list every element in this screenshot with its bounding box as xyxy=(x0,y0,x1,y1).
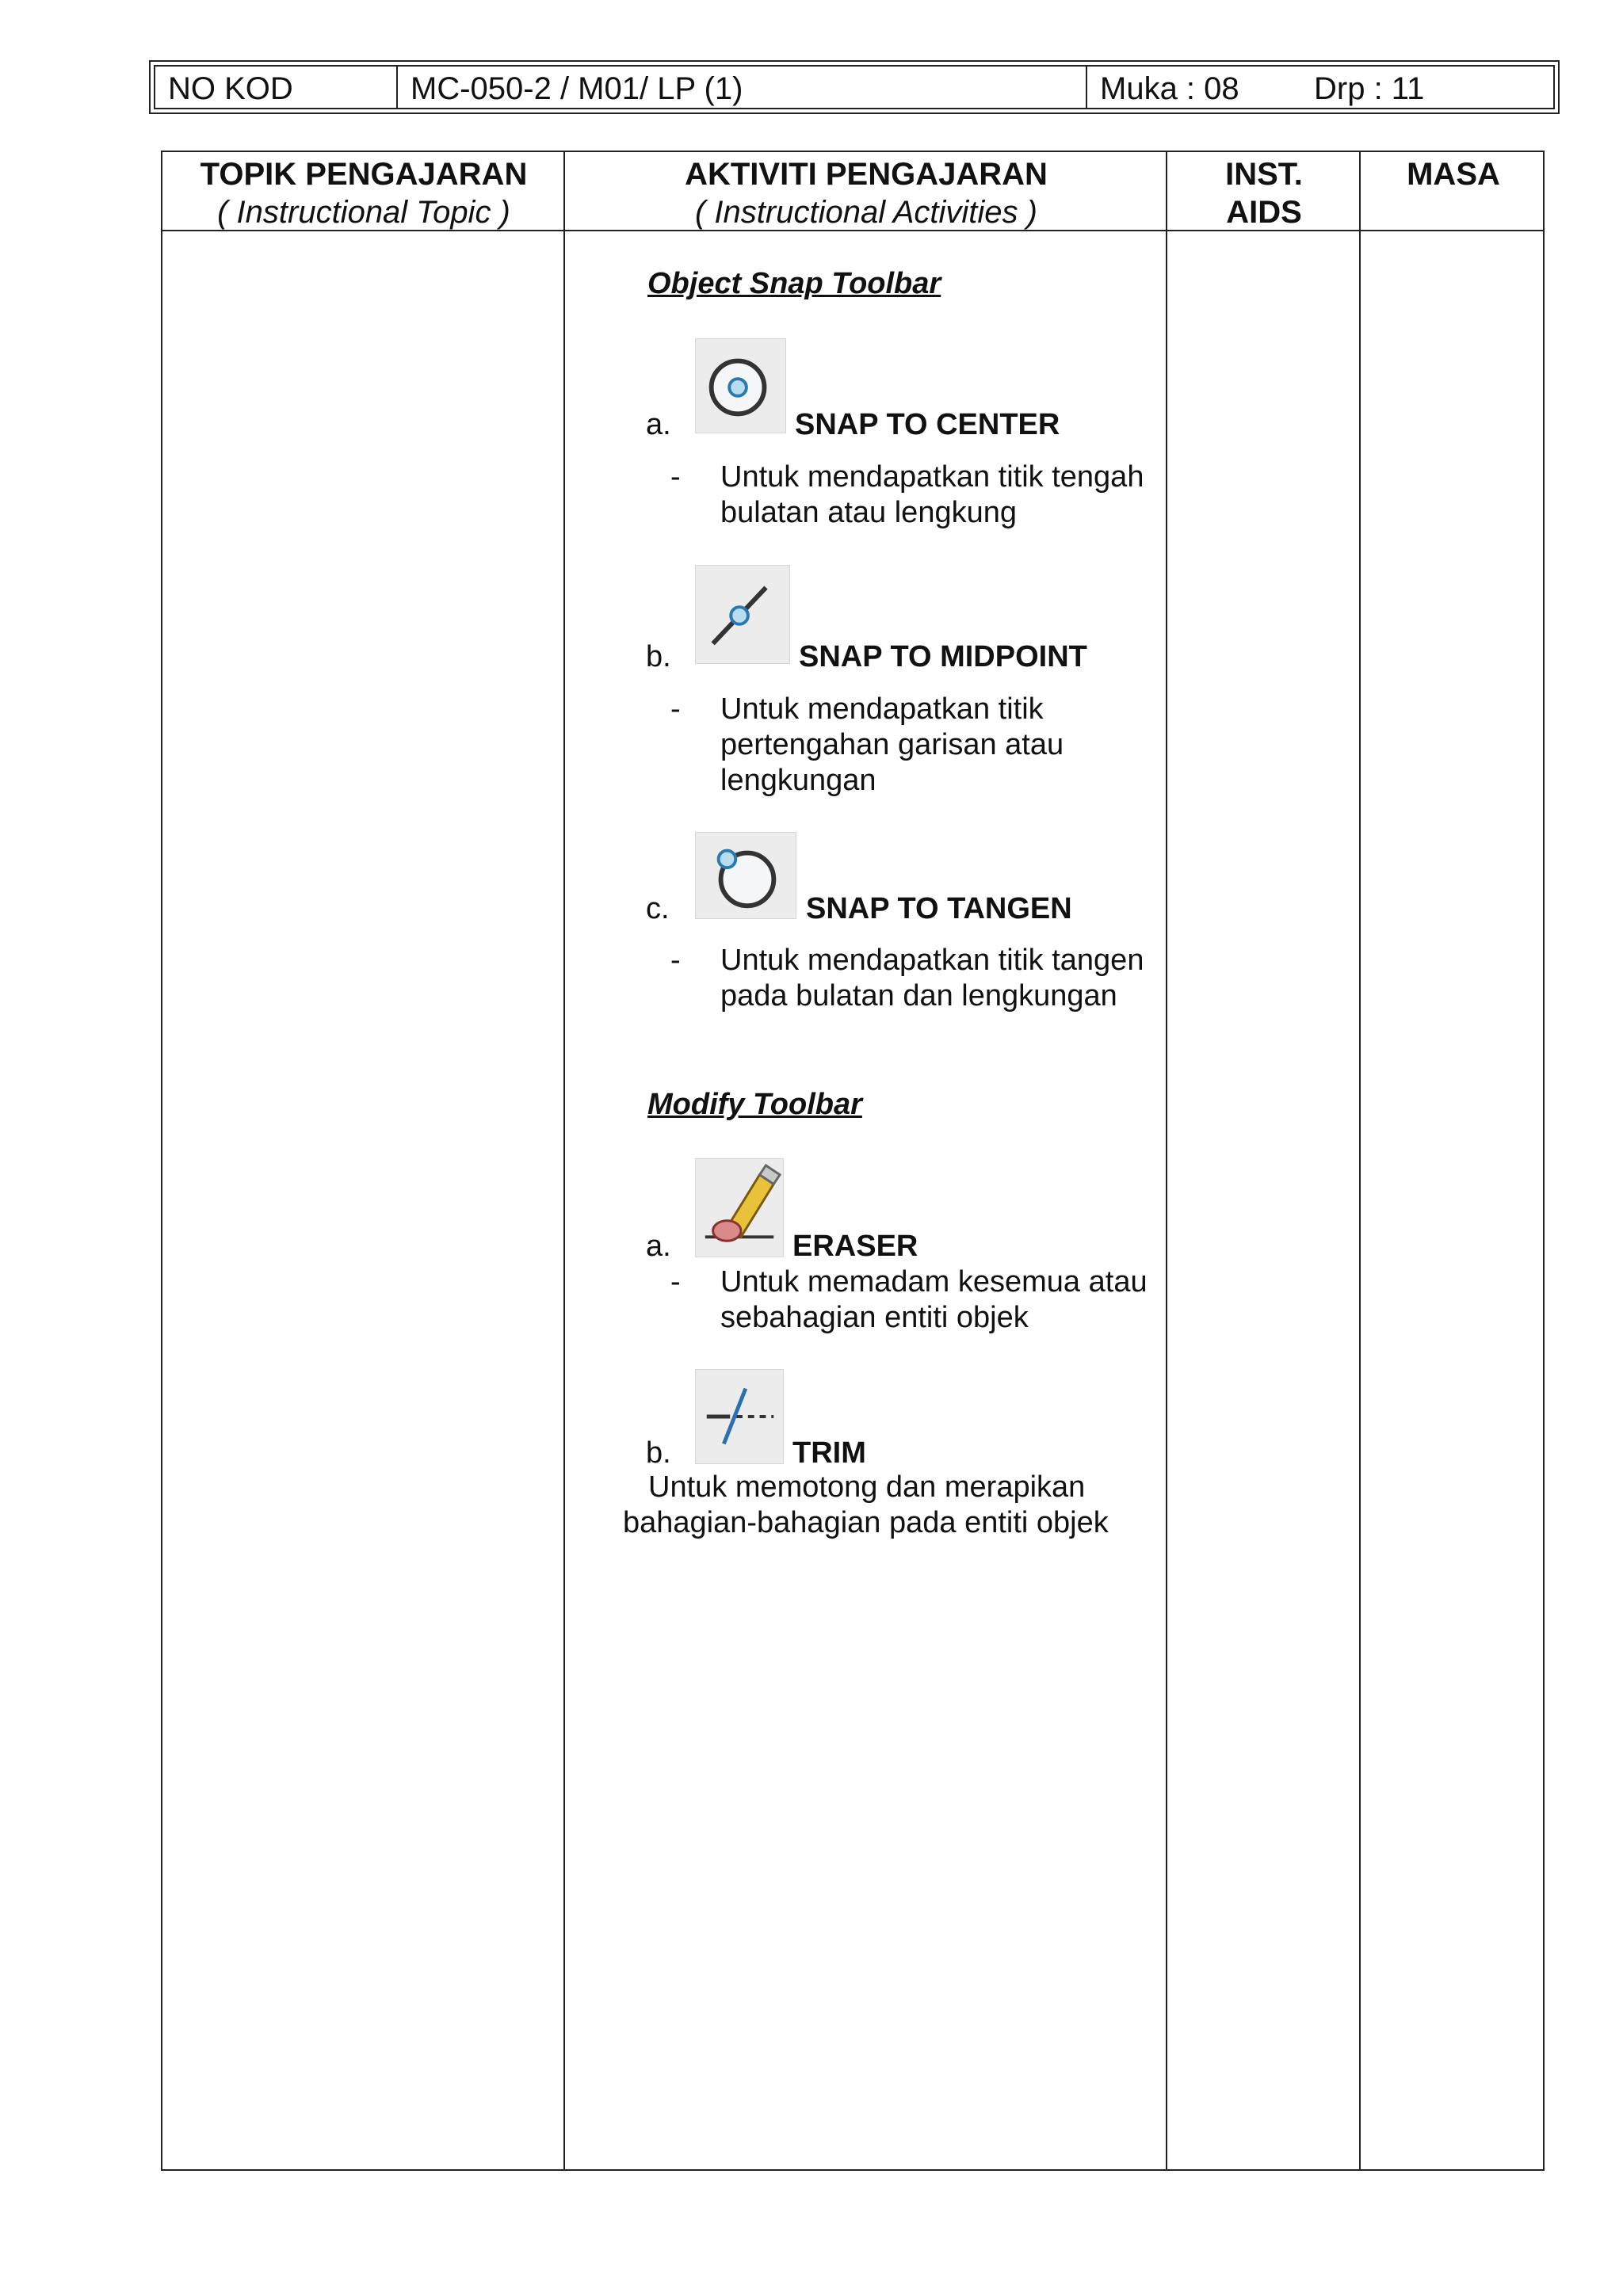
tangent-letter: c. xyxy=(646,892,670,925)
inst-aids-column xyxy=(1167,152,1361,2169)
center-desc-line1: Untuk mendapatkan titik tengah xyxy=(720,460,1144,494)
trim-letter: b. xyxy=(646,1436,671,1470)
center-letter: a. xyxy=(646,408,671,441)
table-header-row xyxy=(162,152,1543,231)
activities-header xyxy=(565,152,1167,231)
modify-toolbar-heading: Modify Toolbar xyxy=(647,1088,862,1121)
activities-header-title: AKTIVITI PENGAJARAN xyxy=(685,157,1048,192)
inst-aids-header-line2: AIDS xyxy=(1226,195,1302,230)
tangent-desc-line2: pada bulatan dan lengkungan xyxy=(720,979,1117,1013)
page-info xyxy=(1087,67,1553,108)
snap-tangent-icon xyxy=(695,832,796,919)
inst-aids-header-line1: INST. xyxy=(1225,157,1303,192)
activities-column xyxy=(565,152,1167,2169)
midpoint-title: SNAP TO MIDPOINT xyxy=(799,640,1087,673)
eraser-desc-line2: sebahagian entiti objek xyxy=(720,1301,1029,1334)
tangent-title: SNAP TO TANGEN xyxy=(806,892,1072,925)
time-header xyxy=(1361,152,1546,231)
time-header-title: MASA xyxy=(1407,157,1500,192)
inst-aids-header xyxy=(1167,152,1361,231)
center-desc-line2: bulatan atau lengkung xyxy=(720,496,1017,529)
topic-header-title: TOPIK PENGAJARAN xyxy=(200,157,528,192)
lesson-table xyxy=(161,151,1545,2171)
midpoint-desc-line2: pertengahan garisan atau xyxy=(720,728,1064,761)
document-code: MC-050-2 / M01/ LP (1) xyxy=(398,67,1087,108)
eraser-dash: - xyxy=(670,1265,681,1299)
trim-desc-line2: bahagian-bahagian pada entiti objek xyxy=(623,1506,1109,1539)
trim-desc-line1: Untuk memotong dan merapikan xyxy=(648,1470,1086,1504)
trim-icon xyxy=(695,1369,784,1464)
center-title: SNAP TO CENTER xyxy=(795,408,1060,441)
snap-center-icon xyxy=(695,338,786,433)
object-snap-heading: Object Snap Toolbar xyxy=(647,267,941,300)
midpoint-dash: - xyxy=(670,692,681,726)
trim-title: TRIM xyxy=(792,1436,866,1470)
page-total: Drp : 11 xyxy=(1314,71,1425,106)
midpoint-desc-line1: Untuk mendapatkan titik xyxy=(720,692,1044,726)
activities-header-subtitle: ( Instructional Activities ) xyxy=(695,195,1037,230)
eraser-icon xyxy=(695,1158,784,1257)
no-kod-label: NO KOD xyxy=(155,67,398,108)
eraser-letter: a. xyxy=(646,1230,671,1263)
tangent-dash: - xyxy=(670,944,681,977)
topic-header-subtitle: ( Instructional Topic ) xyxy=(217,195,510,230)
center-dash: - xyxy=(670,460,681,494)
tangent-desc-line1: Untuk mendapatkan titik tangen xyxy=(720,944,1144,977)
header-row xyxy=(154,65,1555,109)
eraser-desc-line1: Untuk memadam kesemua atau xyxy=(720,1265,1148,1299)
document-header xyxy=(149,60,1560,114)
midpoint-desc-line3: lengkungan xyxy=(720,764,876,797)
snap-midpoint-icon xyxy=(695,565,790,664)
topic-header xyxy=(162,152,565,231)
page-number: Muka : 08 xyxy=(1100,71,1239,106)
time-column xyxy=(1361,152,1546,2169)
topic-column xyxy=(162,152,565,2169)
eraser-title: ERASER xyxy=(792,1230,918,1263)
midpoint-letter: b. xyxy=(646,640,671,673)
